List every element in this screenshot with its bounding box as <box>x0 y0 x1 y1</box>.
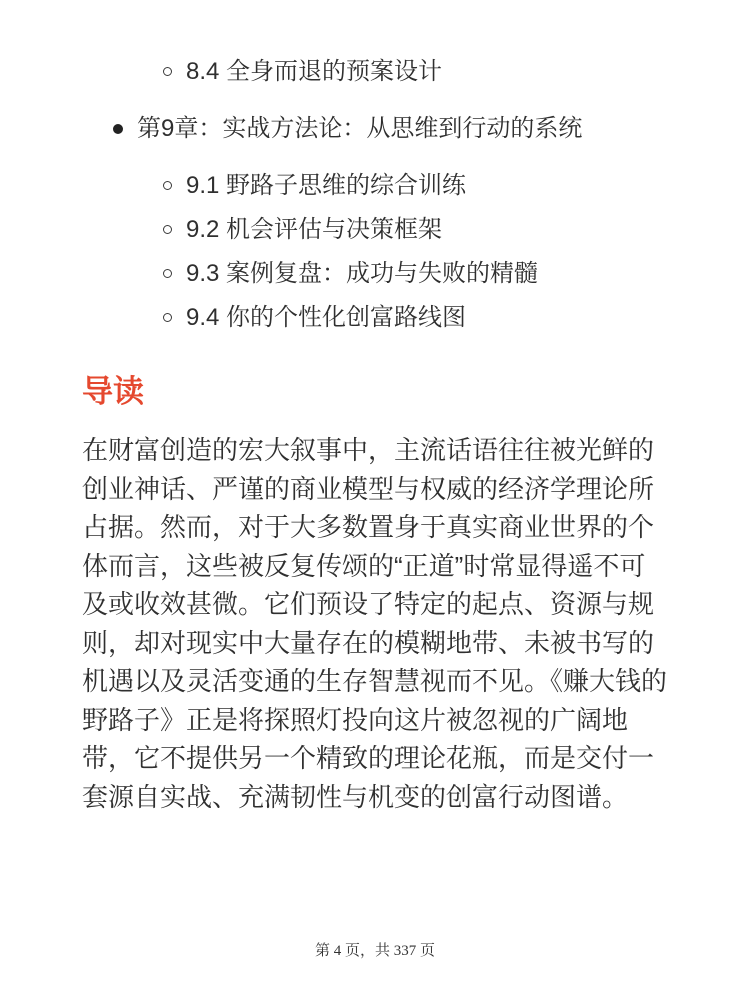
toc-item-label: 9.1 野路子思维的综合训练 <box>186 172 467 199</box>
section-heading: 导读 <box>82 374 144 409</box>
toc-item-9-1 <box>82 171 670 201</box>
toc-chapter-label: 第9章：实战方法论：从思维到行动的系统 <box>137 115 583 142</box>
page-number-indicator: 第 4 页，共 337 页 <box>314 943 435 959</box>
toc-item-label: 8.4 全身而退的预案设计 <box>186 58 443 85</box>
circle-bullet-icon <box>163 67 172 76</box>
toc-item-8-4 <box>82 57 670 87</box>
circle-bullet-icon <box>163 313 172 322</box>
toc-item-9-2 <box>82 215 670 245</box>
intro-paragraph: 在财富创造的宏大叙事中，主流话语往往被光鲜的创业神话、严谨的商业模型与权威的经济学理论所占据。然而，对于大多数置身于真实商业世界的个体而言，这些被反复传颂的“正道”时常显得遥不可及或收效甚微。它们预设了特定的起点、资源与规则，却对现实中大量存在的模糊地带、未被书写的机遇以及灵活变通的生存智慧视而不见。《赚大钱的野路子》正是将探照灯投向这片被忽视的广阔地带，它不提供另一个精致的理论花瓶，而是交付一套源自实战、充满韧性与机变的创富行动图谱。 <box>82 435 668 812</box>
circle-bullet-icon <box>163 181 172 190</box>
toc-item-9-3 <box>82 259 670 289</box>
disc-bullet-icon <box>113 124 123 134</box>
circle-bullet-icon <box>163 269 172 278</box>
toc-chapter-9 <box>82 114 670 144</box>
toc-item-label: 9.3 案例复盘：成功与失败的精髓 <box>186 260 539 287</box>
circle-bullet-icon <box>163 225 172 234</box>
toc-item-label: 9.4 你的个性化创富路线图 <box>186 304 467 331</box>
toc-item-9-4 <box>82 303 670 333</box>
toc-item-label: 9.2 机会评估与决策框架 <box>186 216 443 243</box>
